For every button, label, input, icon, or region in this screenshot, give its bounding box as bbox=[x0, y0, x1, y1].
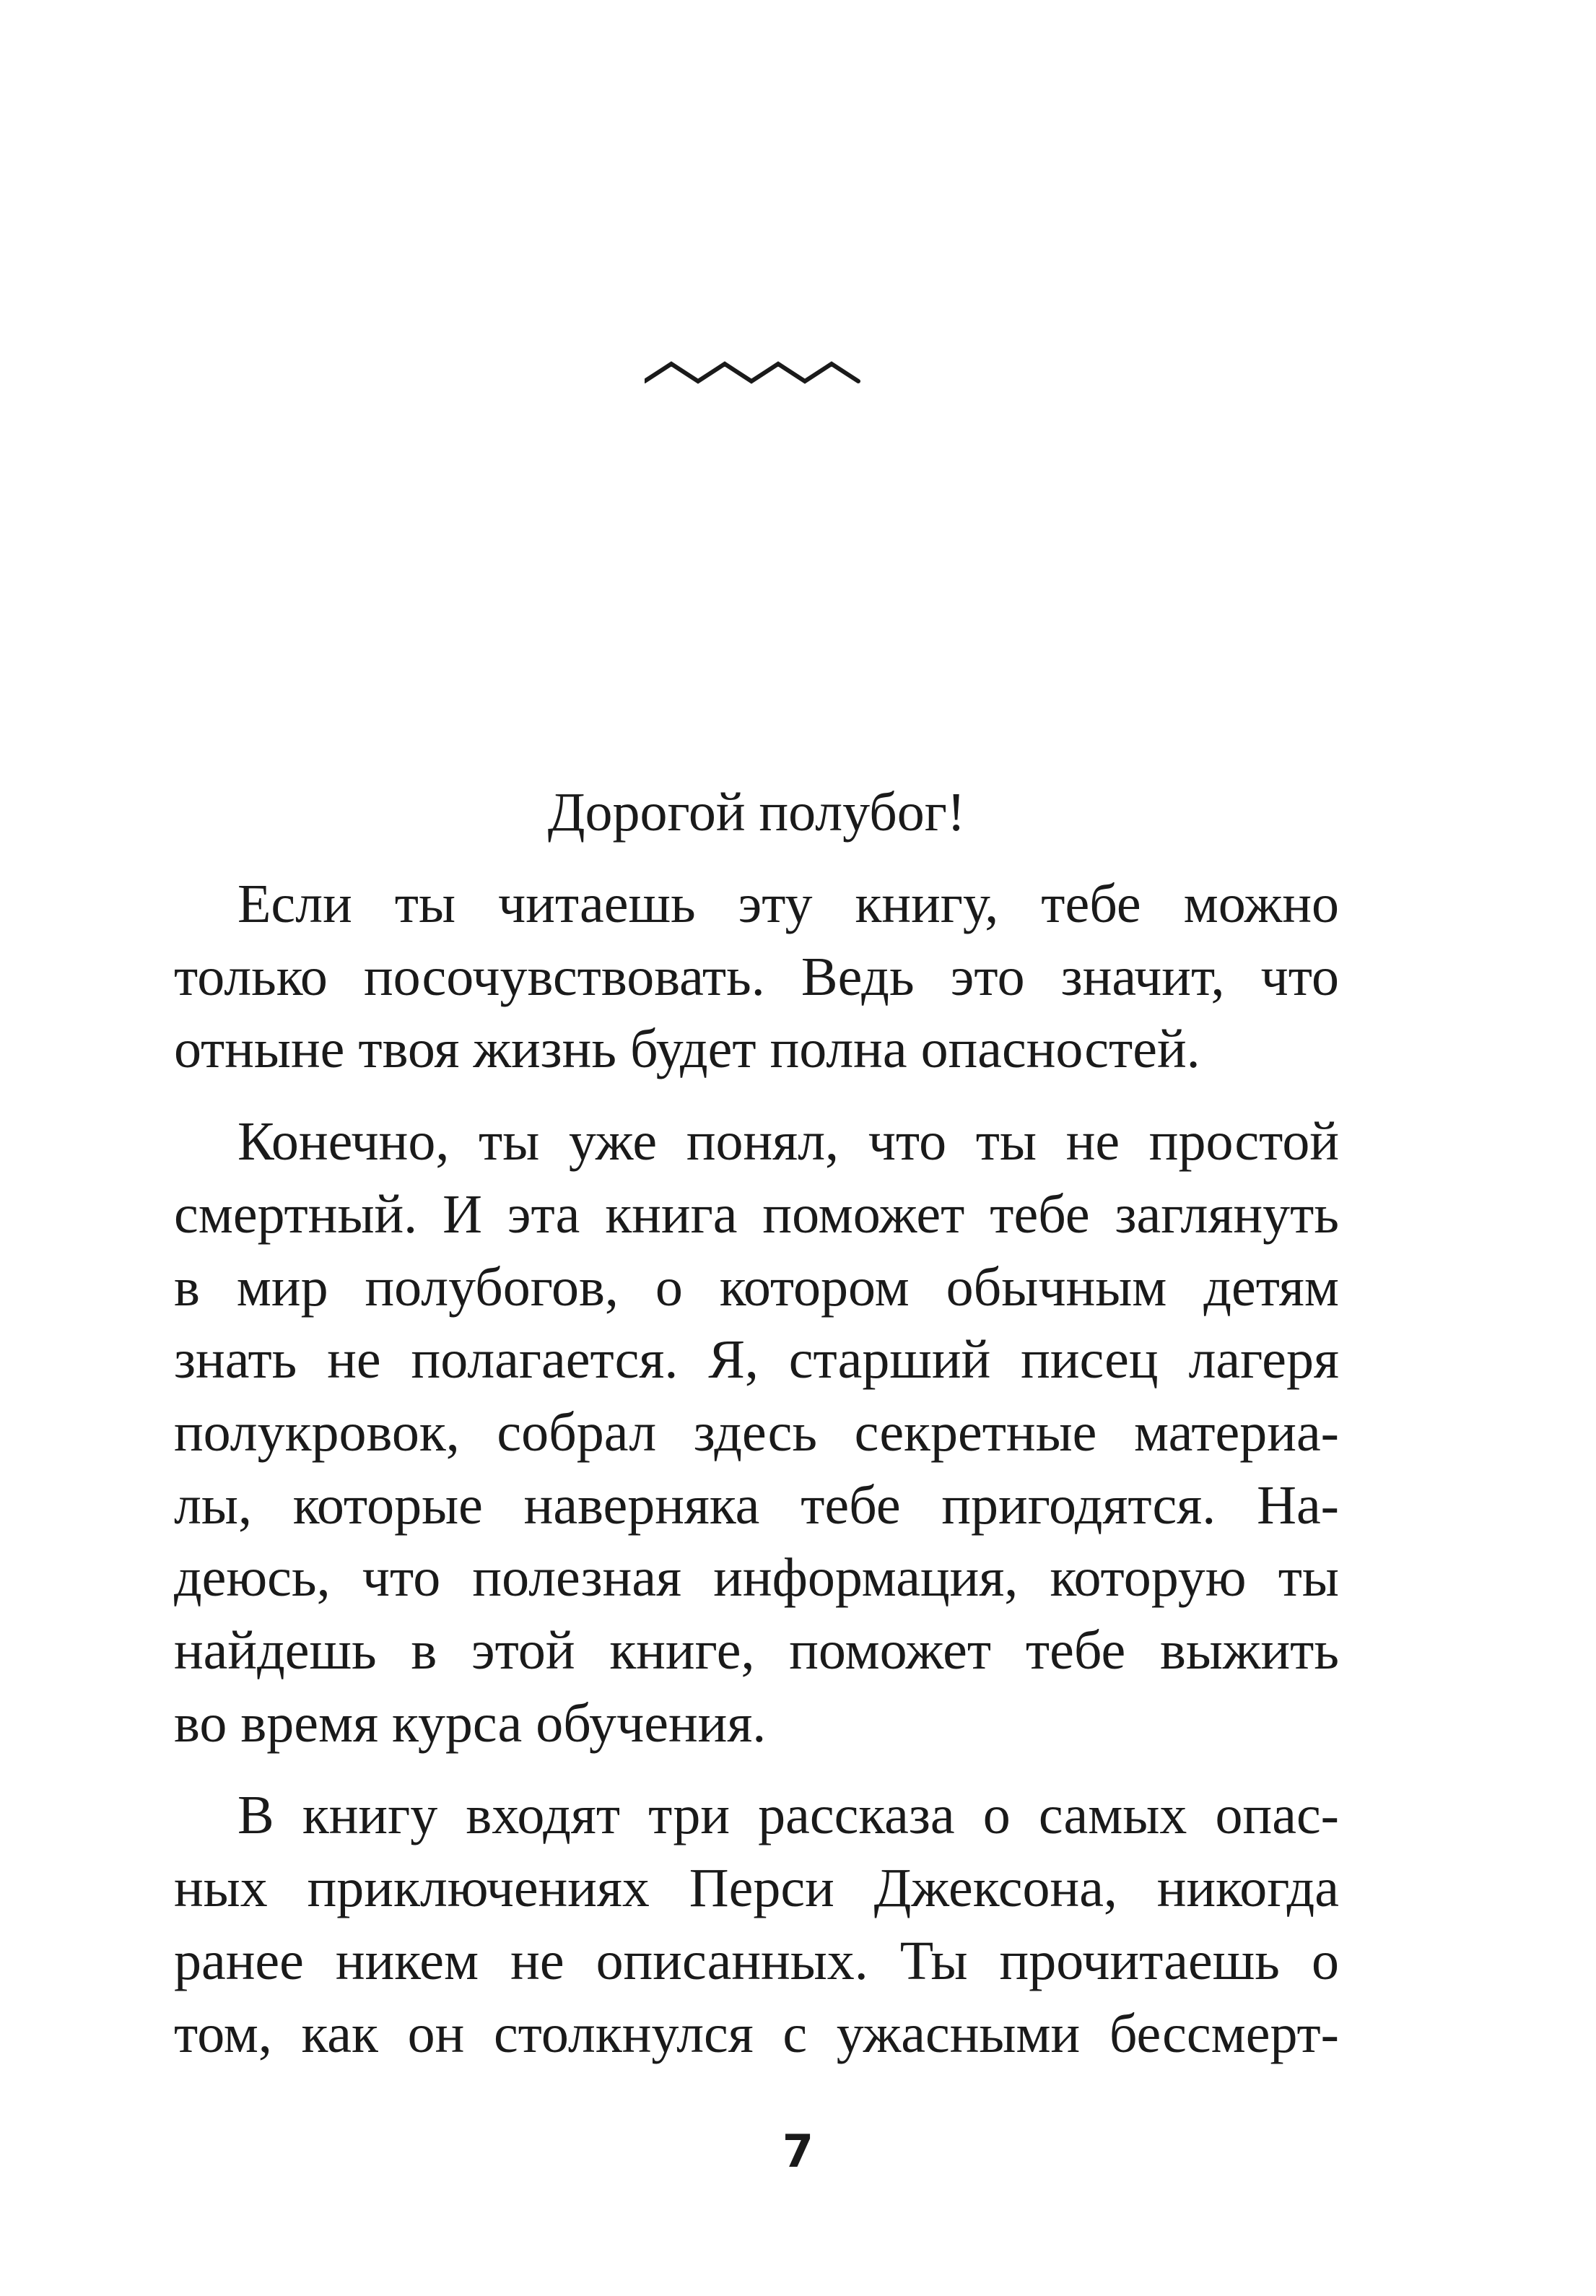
paragraph-line: Конечно, ты уже понял, что ты не простой bbox=[237, 1111, 1339, 1173]
paragraph-line: лы, которые наверняка тебе пригодятся. На- bbox=[174, 1474, 1339, 1536]
page-number: 7 bbox=[782, 2125, 814, 2178]
paragraph-line: ных приключениях Перси Джексона, никогда bbox=[174, 1858, 1339, 1919]
paragraph-line: во время курса обучения. bbox=[174, 1692, 767, 1754]
paragraph-line: в мир полубогов, о котором обычным детям bbox=[174, 1256, 1339, 1318]
paragraph-line: В книгу входят три рассказа о самых опас- bbox=[237, 1785, 1339, 1846]
page-body bbox=[174, 776, 1339, 2090]
paragraph-line: отныне твоя жизнь будет полна опасностей. bbox=[174, 1019, 1200, 1080]
paragraph-line: смертный. И эта книга поможет тебе заглянуть bbox=[174, 1183, 1339, 1245]
paragraph-line: знать не полагается. Я, старший писец лагеря bbox=[174, 1329, 1339, 1391]
paragraph-line: деюсь, что полезная информация, которую ты bbox=[174, 1547, 1339, 1609]
paragraph-2 bbox=[174, 1105, 1339, 1760]
paragraph-line: полукровок, собрал здесь секретные материа- bbox=[174, 1401, 1339, 1463]
wave-ornament-icon bbox=[645, 360, 863, 394]
paragraph-line: ранее никем не описанных. Ты прочитаешь о bbox=[174, 1930, 1339, 1991]
paragraph-line: Если ты читаешь эту книгу, тебе можно bbox=[237, 874, 1339, 934]
paragraph-3 bbox=[174, 1779, 1339, 2070]
paragraph-line: найдешь в этой книге, поможет тебе выжить bbox=[174, 1620, 1339, 1682]
salutation-heading: Дорогой полубог! bbox=[547, 782, 966, 843]
paragraph-line: том, как он столкнулся с ужасными бессмерт- bbox=[174, 2003, 1339, 2064]
paragraph-1 bbox=[174, 868, 1339, 1086]
paragraph-line: только посочувствовать. Ведь это значит, что bbox=[174, 946, 1339, 1007]
